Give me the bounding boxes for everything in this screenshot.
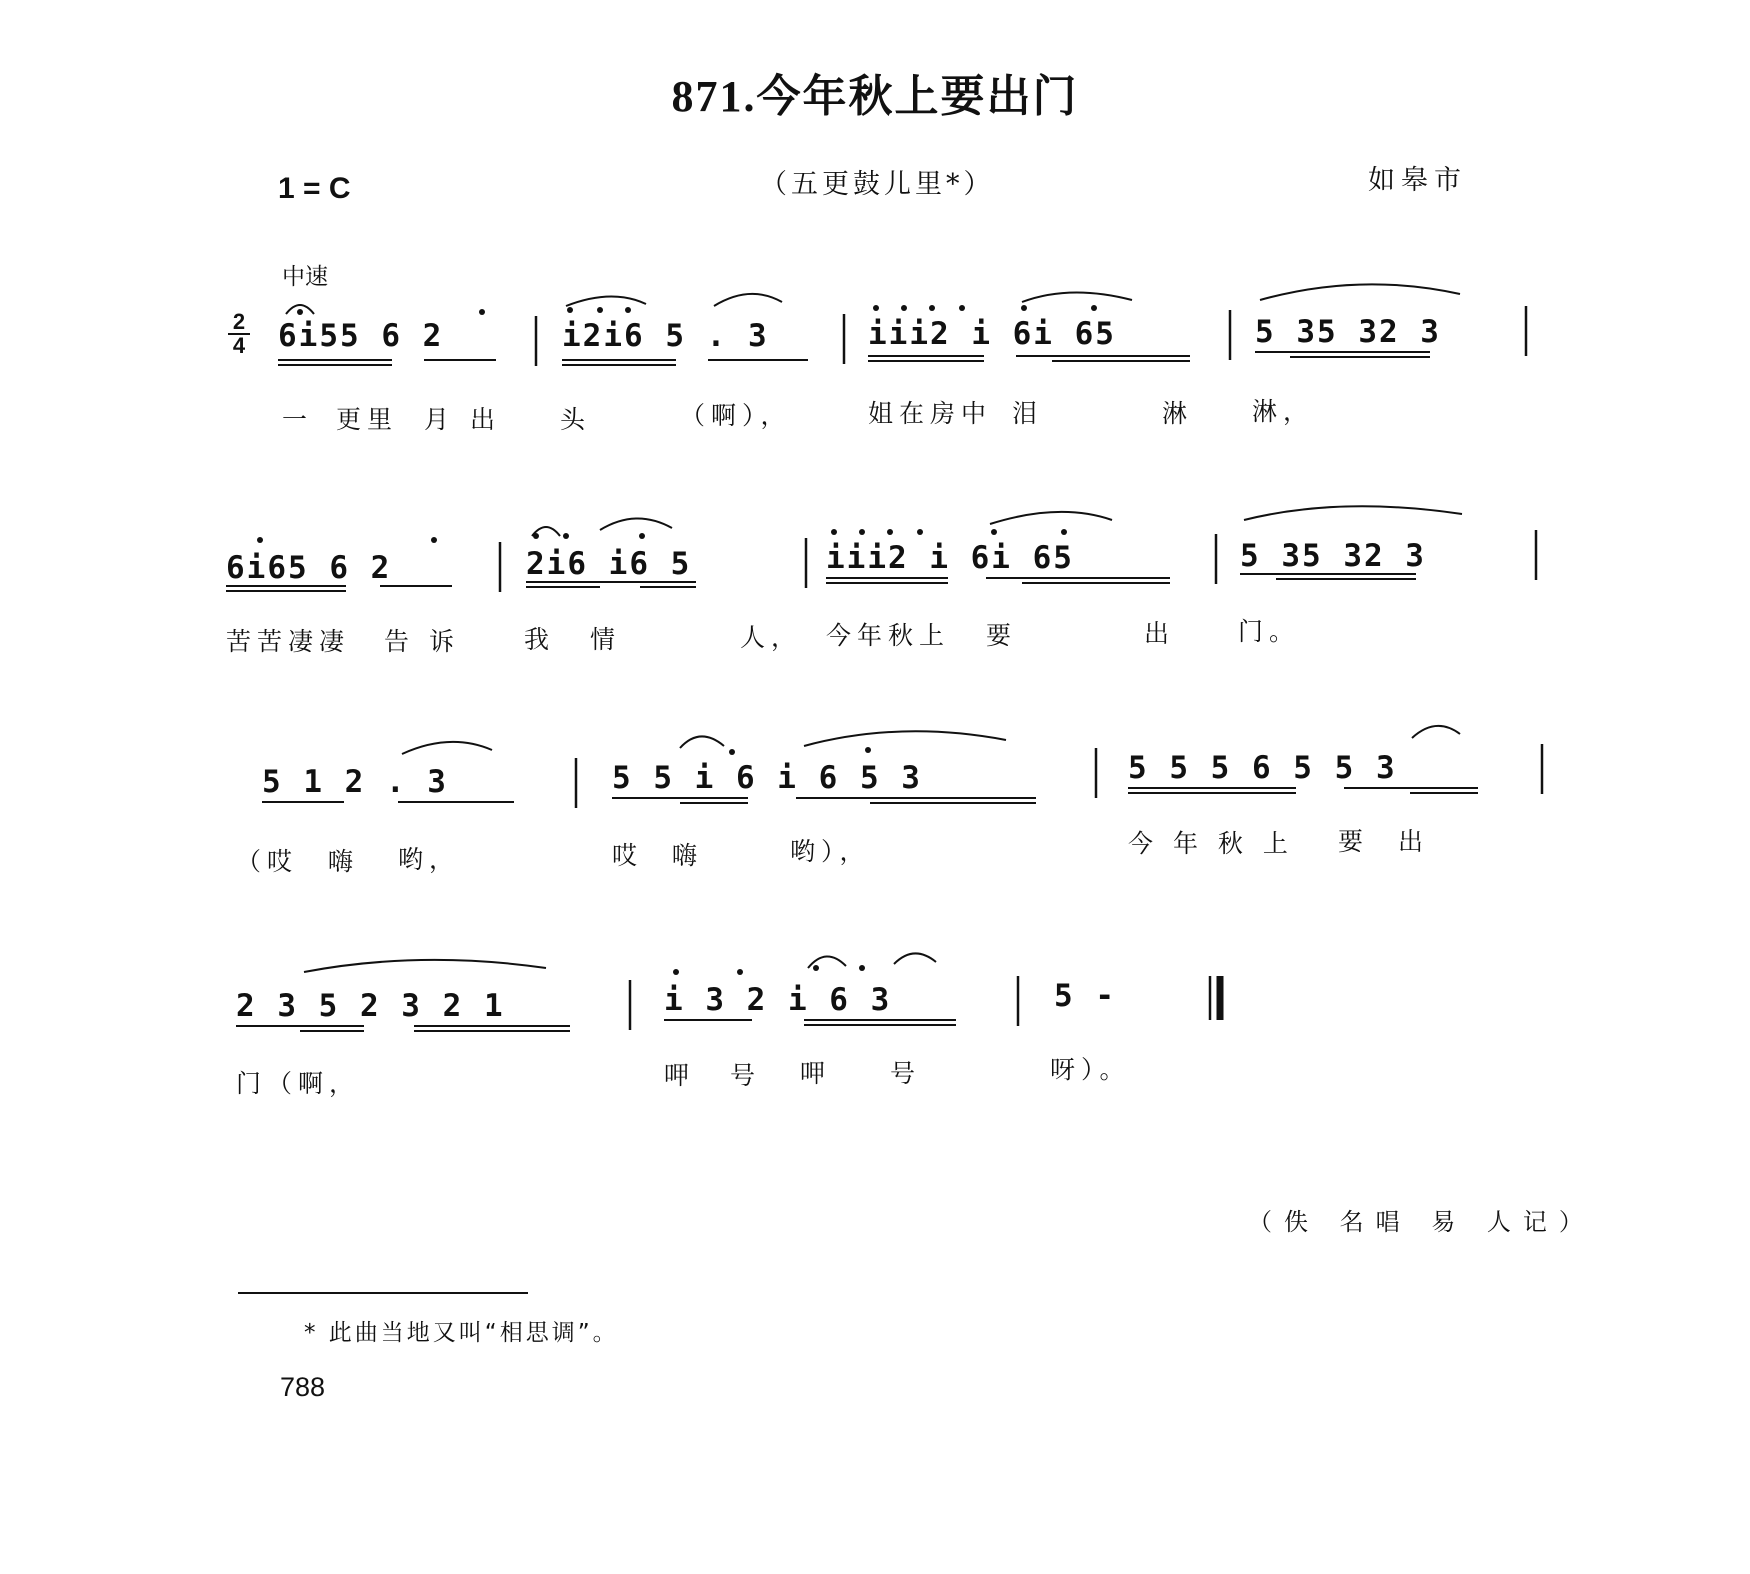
slurs	[286, 284, 1462, 972]
slur	[600, 518, 672, 530]
slur	[804, 731, 1006, 746]
lyric-3-3: 哟，	[398, 845, 461, 874]
octave-dot	[859, 965, 865, 971]
measure-1-4: 5 35 32 3	[1255, 314, 1441, 350]
lyric-1-8: 泪	[1012, 399, 1044, 428]
footnote: * 此曲当地又叫“相思调”。	[304, 1320, 619, 1346]
measure-1-2: i2i6 5 . 3	[562, 318, 769, 354]
lyric-4-5: 号	[890, 1059, 922, 1088]
measure-2-2: 2i6 i6 5	[526, 546, 692, 582]
octave-dot	[859, 529, 865, 535]
lyric-4-4: 呷	[800, 1059, 832, 1088]
slur	[1412, 726, 1460, 738]
lyric-3-5: 嗨	[672, 841, 704, 870]
octave-dot	[1061, 529, 1067, 535]
lyric-4-1: 门（啊，	[236, 1069, 361, 1098]
lyric-1-2: 更里	[336, 405, 399, 434]
octave-dot	[991, 529, 997, 535]
octave-dot	[297, 309, 303, 315]
measure-1-1: 6i55 6 2	[278, 318, 444, 354]
lyric-4-2: 呷	[664, 1061, 696, 1090]
tempo-marking: 中速	[282, 264, 328, 290]
lyric-3-8: 要	[1338, 827, 1370, 856]
octave-dot	[257, 537, 263, 543]
lyric-4-3: 号	[730, 1061, 762, 1090]
slur	[894, 953, 936, 964]
octave-dot	[831, 529, 837, 535]
performer-credit: （佚 名唱 易 人记）	[1248, 1208, 1595, 1236]
lyric-3-2: 嗨	[328, 847, 360, 876]
beams	[226, 352, 1478, 1031]
lyric-1-9: 淋	[1162, 399, 1194, 428]
lyric-3-6: 哟），	[790, 837, 871, 866]
slur	[990, 512, 1112, 524]
lyric-4-6: 呀）。	[1050, 1055, 1131, 1084]
measure-4-2: i 3 2 i 6 3	[664, 982, 892, 1018]
slur	[1244, 506, 1462, 520]
octave-dot	[917, 529, 923, 535]
octave-dot	[479, 309, 485, 315]
lyric-1-10: 淋，	[1252, 397, 1315, 426]
origin-place: 如皋市	[1368, 165, 1467, 196]
octave-dot	[1021, 305, 1027, 311]
octave-dot	[597, 307, 603, 313]
octave-dot	[813, 965, 819, 971]
octave-dot	[865, 747, 871, 753]
measure-3-3: 5 5 5 6 5 5 3	[1128, 750, 1397, 786]
octave-dot	[929, 305, 935, 311]
slur	[714, 294, 782, 306]
measure-2-4: 5 35 32 3	[1240, 538, 1426, 574]
octave-dot	[563, 533, 569, 539]
slur	[680, 736, 724, 748]
lyric-2-5: 人，	[740, 623, 803, 652]
lyric-3-9: 出	[1398, 827, 1430, 856]
lyric-1-6: （啊），	[680, 401, 792, 430]
octave-dot	[873, 305, 879, 311]
measure-1-3: iii2 i 6i 65	[868, 316, 1116, 352]
lyric-2-4: 情	[590, 625, 622, 654]
lyric-3-1: （哎	[236, 847, 299, 876]
barlines	[500, 306, 1542, 1030]
measure-4-3: 5 -	[1054, 978, 1116, 1014]
lyric-1-1: 一	[282, 405, 314, 434]
song-number: 871.	[671, 72, 757, 121]
lyric-1-3: 月	[424, 405, 456, 434]
octave-dot	[639, 533, 645, 539]
slur	[566, 296, 646, 306]
lyric-3-7: 今 年 秋 上	[1128, 829, 1294, 858]
key-signature: 1 = C	[278, 172, 351, 205]
slur	[402, 742, 492, 754]
octave-dots	[257, 305, 1097, 975]
lyric-2-6: 今年秋上	[826, 621, 951, 650]
octave-dot	[567, 307, 573, 313]
slur	[1022, 292, 1132, 302]
time-signature-bottom: 4	[232, 333, 246, 358]
measure-2-1: 6i65 6 2	[226, 550, 392, 586]
measure-3-2: 5 5 i 6 i 6 5 3	[612, 760, 922, 796]
octave-dot	[533, 533, 539, 539]
octave-dot	[1091, 305, 1097, 311]
octave-dot	[737, 969, 743, 975]
octave-dot	[673, 969, 679, 975]
lyric-1-7: 姐在房中	[868, 399, 993, 428]
page-number: 788	[280, 1372, 326, 1402]
lyric-3-4: 哎	[612, 841, 644, 870]
tune-subtitle: （五更鼓儿里*）	[760, 169, 995, 200]
measure-2-3: iii2 i 6i 65	[826, 540, 1074, 576]
lyric-2-2: 告 诉	[384, 627, 460, 656]
slur	[304, 960, 546, 972]
lyric-2-9: 门。	[1238, 617, 1301, 646]
slur	[1260, 284, 1460, 300]
lyric-2-3: 我	[524, 625, 556, 654]
song-title-text: 今年秋上要出门	[756, 71, 1079, 122]
lyric-2-1: 苦苦凄凄	[226, 627, 351, 656]
octave-dot	[431, 537, 437, 543]
octave-dot	[959, 305, 965, 311]
lyric-2-8: 出	[1144, 619, 1176, 648]
octave-dot	[625, 307, 631, 313]
lyric-1-4: 出	[470, 405, 502, 434]
lyric-1-5: 头	[560, 405, 592, 434]
measure-3-1: 5 1 2 . 3	[262, 764, 448, 800]
lyric-2-7: 要	[986, 621, 1018, 650]
octave-dot	[901, 305, 907, 311]
time-signature-top: 2	[232, 309, 246, 334]
measure-4-1: 2 3 5 2 3 2 1	[236, 988, 505, 1024]
octave-dot	[887, 529, 893, 535]
octave-dot	[729, 749, 735, 755]
